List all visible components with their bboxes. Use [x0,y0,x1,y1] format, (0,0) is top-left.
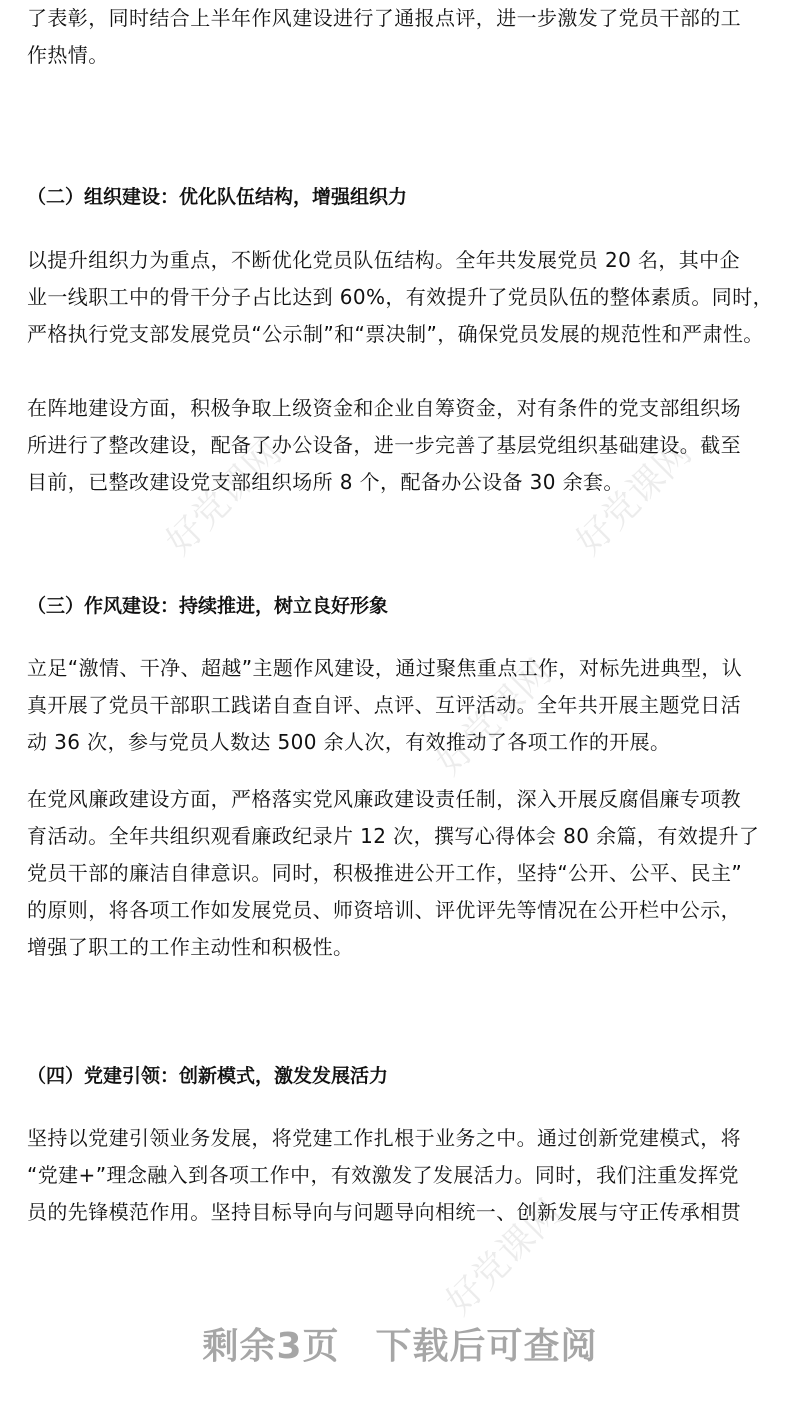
paragraph [27,390,790,501]
paragraph [27,1120,790,1231]
text-line: 的原则，将各项工作如发展党员、师资培训、评优评先等情况在公开栏中公示， [27,898,741,922]
download-to-view-label: 下载后可查阅 [375,1326,598,1367]
text-line: 业一线职工中的骨干分子占比达到 60%，有效提升了党员队伍的整体素质。同时， [27,285,774,309]
paragraph [27,650,790,761]
text-line: 真开展了党员干部职工践诺自查自评、点评、互评活动。全年共开展主题党日活 [27,693,741,717]
watermark: 好党课网 [568,432,700,564]
text-line: 所进行了整改建设，配备了办公设备，进一步完善了基层党组织基础建设。截至 [27,433,741,457]
watermark: 好党课网 [158,432,290,564]
text-line: 党员干部的廉洁自律意识。同时，积极推进公开工作，坚持“公开、公平、民主” [27,861,743,885]
remaining-pages-label: 剩余3页 [202,1326,340,1367]
watermark: 好党课网 [438,1192,570,1324]
text-line: 育活动。全年共组织观看廉政纪录片 12 次，撰写心得体会 80 余篇，有效提升了 [27,824,760,848]
text-line: 增强了职工的工作主动性和积极性。 [27,935,354,959]
section-heading-organization: （二）组织建设：优化队伍结构，增强组织力 [27,186,408,208]
text-line: 在阵地建设方面，积极争取上级资金和企业自筹资金，对有条件的党支部组织场 [27,396,741,420]
text-line: 严格执行党支部发展党员“公示制”和“票决制”，确保党员发展的规范性和严肃性。 [27,322,764,346]
text-line: 坚持以党建引领业务发展，将党建工作扎根于业务之中。通过创新党建模式，将 [27,1126,741,1150]
paragraph [27,781,790,966]
download-prompt[interactable] [0,1318,800,1369]
text-line: 目前，已整改建设党支部组织场所 8 个，配备办公设备 30 余套。 [27,470,624,494]
text-line: “党建+”理念融入到各项工作中，有效激发了发展活力。同时，我们注重发挥党 [27,1163,739,1187]
section-heading-leadership: （四）党建引领：创新模式，激发发展活力 [27,1065,389,1087]
section-heading-style: （三）作风建设：持续推进，树立良好形象 [27,595,389,617]
text-line: 了表彰，同时结合上半年作风建设进行了通报点评，进一步激发了党员干部的工 [27,6,741,30]
text-line: 在党风廉政建设方面，严格落实党风廉政建设责任制，深入开展反腐倡廉专项教 [27,787,741,811]
text-line: 立足“激情、干净、超越”主题作风建设，通过聚焦重点工作，对标先进典型，认 [27,656,743,680]
intro-paragraph [27,0,790,74]
watermark: 好党课网 [428,652,560,784]
text-line: 作热情。 [27,43,109,67]
text-line: 动 36 次，参与党员人数达 500 余人次，有效推动了各项工作的开展。 [27,730,671,754]
text-line: 以提升组织力为重点，不断优化党员队伍结构。全年共发展党员 20 名，其中企 [27,248,740,272]
text-line: 员的先锋模范作用。坚持目标导向与问题导向相统一、创新发展与守正传承相贯 [27,1200,741,1224]
paragraph [27,242,790,353]
